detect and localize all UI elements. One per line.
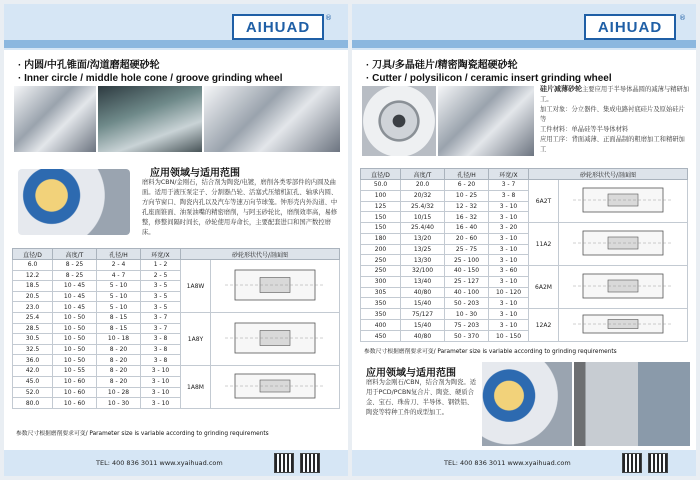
col-header-ring-width: 环宽/X	[489, 169, 529, 180]
table-cell: 8 - 20	[97, 344, 141, 355]
table-cell: 10 - 45	[53, 291, 97, 302]
table-cell: 3 - 10	[489, 212, 529, 223]
table-cell: 10 - 50	[53, 334, 97, 345]
table-cell: 13/25	[401, 244, 445, 255]
shape-code-label: 1A8W	[181, 260, 211, 313]
table-cell: 3 - 7	[141, 313, 181, 324]
left-page	[4, 4, 348, 476]
table-cell: 2 - 5	[141, 270, 181, 281]
table-cell: 18.5	[13, 281, 53, 292]
table-row	[13, 260, 340, 271]
cross-section-drawing	[211, 260, 340, 313]
table-cell: 40 - 100	[445, 287, 489, 298]
right-footer-contact: TEL: 400 836 3011 www.xyaihuad.com	[444, 459, 571, 467]
left-application-title: 应用领域与适用范围	[150, 168, 240, 179]
col-header-height: 高度/T	[401, 169, 445, 180]
col-header-hole: 孔径/H	[97, 249, 141, 260]
table-cell: 10 - 45	[53, 281, 97, 292]
table-cell: 8 - 20	[97, 366, 141, 377]
table-cell: 10 - 50	[53, 313, 97, 324]
right-application-title: 应用领域与适用范围	[366, 368, 456, 379]
right-application-text: 磨料为金刚石/CBN，结合剂为陶瓷。适用于PCD/PCBN复合片、陶瓷、硬质合金、宝石、珠齿刀、半导体、钢铁铝、陶瓷等特种工件的成型加工。	[366, 379, 477, 416]
qr-code-icon	[622, 453, 642, 473]
table-cell: 25 - 100	[445, 255, 489, 266]
table-cell: 10 - 50	[53, 323, 97, 334]
shape-code-label: 6A2T	[529, 180, 559, 223]
right-spec-table	[360, 168, 688, 342]
product-photo-warehouse	[574, 362, 690, 446]
table-cell: 13/20	[401, 233, 445, 244]
table-row	[361, 309, 688, 320]
table-row	[361, 266, 688, 277]
table-cell: 180	[361, 233, 401, 244]
wafer-wheel-text-4: 应用工序：背面减薄、正面晶制的粗磨加工和精研加工	[540, 136, 685, 153]
table-row	[13, 366, 340, 377]
wafer-wheel-text-1: 主要应用于半导体晶圆的减薄与精研加工。	[540, 86, 690, 103]
table-cell: 3 - 7	[141, 323, 181, 334]
table-cell: 250	[361, 266, 401, 277]
table-cell: 8 - 25	[53, 270, 97, 281]
table-cell: 10 - 30	[97, 398, 141, 409]
table-cell: 32.5	[13, 344, 53, 355]
table-cell: 10 - 60	[53, 387, 97, 398]
wafer-wheel-text-2: 加工对象：分立器件、集成电路衬底硅片及原始硅片等	[540, 106, 685, 123]
table-cell: 5 - 10	[97, 281, 141, 292]
table-cell: 3 - 10	[489, 201, 529, 212]
table-cell: 25.4	[13, 313, 53, 324]
registered-mark: ®	[325, 14, 332, 22]
table-cell: 8 - 20	[97, 355, 141, 366]
right-footer	[352, 450, 696, 476]
product-photo-machine	[98, 86, 202, 152]
table-cell: 3 - 10	[141, 387, 181, 398]
table-cell: 10 - 45	[53, 302, 97, 313]
table-cell: 3 - 20	[489, 223, 529, 234]
table-cell: 3 - 8	[489, 190, 529, 201]
table-cell: 25.4/40	[401, 223, 445, 234]
product-photo-cup-wheels	[438, 86, 534, 156]
table-cell: 30.5	[13, 334, 53, 345]
left-footer-contact: TEL: 400 836 3011 www.xyaihuad.com	[96, 459, 223, 467]
table-cell: 3 - 10	[489, 298, 529, 309]
col-header-height: 高度/T	[53, 249, 97, 260]
table-cell: 305	[361, 287, 401, 298]
table-cell: 10 - 60	[53, 376, 97, 387]
shape-code-label: 12A2	[529, 309, 559, 342]
table-cell: 10 - 60	[53, 398, 97, 409]
table-cell: 42.0	[13, 366, 53, 377]
shape-code-label: 1A8M	[181, 366, 211, 409]
table-cell: 10 - 28	[97, 387, 141, 398]
table-cell: 3 - 10	[489, 244, 529, 255]
table-cell: 3 - 8	[141, 344, 181, 355]
shape-code-label: 1A8Y	[181, 313, 211, 366]
table-cell: 3 - 10	[489, 233, 529, 244]
table-cell: 10 - 120	[489, 287, 529, 298]
table-cell: 3 - 10	[489, 255, 529, 266]
table-cell: 8 - 15	[97, 323, 141, 334]
left-heading	[18, 56, 283, 84]
table-cell: 52.0	[13, 387, 53, 398]
table-cell: 3 - 10	[141, 366, 181, 377]
left-spec-table	[12, 248, 340, 409]
table-cell: 3 - 8	[141, 334, 181, 345]
table-cell: 3 - 10	[141, 398, 181, 409]
shape-code-label: 11A2	[529, 223, 559, 266]
cross-section-drawing	[559, 266, 688, 309]
table-row	[13, 313, 340, 324]
right-heading	[366, 56, 612, 84]
table-cell: 150	[361, 223, 401, 234]
product-photo-assorted-wheels	[482, 362, 572, 446]
table-cell: 8 - 25	[53, 260, 97, 271]
table-cell: 350	[361, 309, 401, 320]
table-cell: 4 - 7	[97, 270, 141, 281]
table-cell: 12.2	[13, 270, 53, 281]
cross-section-drawing	[559, 309, 688, 342]
table-cell: 200	[361, 244, 401, 255]
table-cell: 12 - 32	[445, 201, 489, 212]
table-cell: 10 - 30	[445, 309, 489, 320]
brand-logo: AIHUAD	[232, 14, 324, 40]
table-cell: 23.0	[13, 302, 53, 313]
cross-section-drawing	[559, 223, 688, 266]
table-cell: 10 - 55	[53, 366, 97, 377]
col-header-hole: 孔径/H	[445, 169, 489, 180]
cross-section-drawing	[211, 313, 340, 366]
table-cell: 40/80	[401, 287, 445, 298]
table-cell: 25 - 127	[445, 276, 489, 287]
table-cell: 3 - 7	[489, 180, 529, 191]
table-cell: 3 - 10	[489, 276, 529, 287]
table-cell: 28.5	[13, 323, 53, 334]
registered-mark: ®	[679, 14, 686, 22]
table-cell: 10 - 150	[489, 331, 529, 342]
table-cell: 250	[361, 255, 401, 266]
table-cell: 36.0	[13, 355, 53, 366]
left-param-note: 参数尺寸根据磨削要求可变/ Parameter size is variable according to grinding requirements	[16, 431, 269, 437]
table-cell: 5 - 10	[97, 302, 141, 313]
table-cell: 3 - 8	[141, 355, 181, 366]
right-side-text	[540, 84, 690, 155]
product-photo-tools	[14, 86, 96, 152]
table-row	[361, 223, 688, 234]
table-cell: 10 - 50	[53, 344, 97, 355]
right-heading-en: · Cutter / polysilicon / ceramic insert grinding wheel	[366, 73, 612, 84]
table-cell: 20/32	[401, 190, 445, 201]
table-cell: 3 - 5	[141, 302, 181, 313]
table-cell: 13/40	[401, 276, 445, 287]
table-cell: 125	[361, 201, 401, 212]
left-application-text: 磨料为CBN/金刚石，结合剂为陶瓷/电镀，磨削各类零部件的内圆及曲面。适用于液压泵定子、分割器凸轮、活塞式压缩机缸孔、轴承内圆、方向节窗口、陶瓷内孔以及汽车等速万向节球笼。钟形壳内外沟道、中孔座面锥面、油泵油嘴的精密磨削，与阿玉砂轮比，磨削效率高，易修整，修整间隔时间长，砂轮使用寿命长，主要配套进口和国产数控磨床。	[142, 179, 338, 236]
table-cell: 13/30	[401, 255, 445, 266]
table-cell: 50.0	[361, 180, 401, 191]
cross-section-drawing	[211, 366, 340, 409]
table-cell: 50 - 203	[445, 298, 489, 309]
col-header-diameter: 直径/D	[13, 249, 53, 260]
table-cell: 5 - 10	[97, 291, 141, 302]
left-heading-cn: · 内圆/中孔锥面/沟道磨超硬砂轮	[18, 60, 160, 71]
col-header-diameter: 直径/D	[361, 169, 401, 180]
table-cell: 3 - 10	[141, 376, 181, 387]
table-cell: 80.0	[13, 398, 53, 409]
cross-section-drawing	[559, 180, 688, 223]
table-cell: 20.0	[401, 180, 445, 191]
table-cell: 75 - 203	[445, 320, 489, 331]
table-cell: 15/40	[401, 320, 445, 331]
right-param-note: 参数尺寸根据磨削要求可变/ Parameter size is variable according to grinding requirements	[364, 349, 617, 355]
left-heading-en: · Inner circle / middle hole cone / groove grinding wheel	[18, 73, 283, 84]
col-header-shape: 砂轮形状代号/剖面图	[181, 249, 340, 260]
table-cell: 16 - 40	[445, 223, 489, 234]
shape-code-label: 6A2M	[529, 266, 559, 309]
table-cell: 2 - 4	[97, 260, 141, 271]
right-heading-cn: · 刀具/多晶硅片/精密陶瓷超硬砂轮	[366, 60, 518, 71]
table-cell: 20 - 60	[445, 233, 489, 244]
table-cell: 45.0	[13, 376, 53, 387]
table-cell: 3 - 10	[489, 309, 529, 320]
table-cell: 1 - 2	[141, 260, 181, 271]
right-page	[352, 4, 696, 476]
table-cell: 3 - 10	[489, 320, 529, 331]
table-cell: 16 - 32	[445, 212, 489, 223]
table-cell: 8 - 20	[97, 376, 141, 387]
table-cell: 32/100	[401, 266, 445, 277]
product-photo-disk	[362, 86, 436, 156]
table-cell: 400	[361, 320, 401, 331]
table-cell: 10 - 18	[97, 334, 141, 345]
table-cell: 20.5	[13, 291, 53, 302]
qr-code-icon	[300, 453, 320, 473]
table-cell: 3 - 5	[141, 291, 181, 302]
part-illustration	[18, 169, 130, 235]
wafer-wheel-title: 硅片减薄砂轮	[540, 85, 582, 93]
table-cell: 3 - 60	[489, 266, 529, 277]
table-cell: 25.4/32	[401, 201, 445, 212]
table-cell: 100	[361, 190, 401, 201]
brand-logo: AIHUAD	[584, 14, 676, 40]
table-cell: 40/80	[401, 331, 445, 342]
table-cell: 25 - 75	[445, 244, 489, 255]
col-header-shape: 砂轮形状代号/剖面图	[529, 169, 688, 180]
table-cell: 40 - 150	[445, 266, 489, 277]
wafer-wheel-text-3: 工件材料：单晶硅等半导体材料	[540, 126, 629, 133]
table-cell: 6.0	[13, 260, 53, 271]
table-cell: 75/127	[401, 309, 445, 320]
table-cell: 8 - 15	[97, 313, 141, 324]
table-cell: 6 - 20	[445, 180, 489, 191]
left-footer	[4, 450, 348, 476]
table-cell: 10/15	[401, 212, 445, 223]
product-photo-wheels	[204, 86, 340, 152]
table-cell: 10 - 25	[445, 190, 489, 201]
qr-code-icon	[648, 453, 668, 473]
table-cell: 150	[361, 212, 401, 223]
table-cell: 3 - 5	[141, 281, 181, 292]
col-header-ring-width: 环宽/X	[141, 249, 181, 260]
table-row	[361, 180, 688, 191]
table-cell: 15/40	[401, 298, 445, 309]
table-cell: 450	[361, 331, 401, 342]
table-cell: 300	[361, 276, 401, 287]
table-cell: 350	[361, 298, 401, 309]
table-cell: 10 - 50	[53, 355, 97, 366]
table-cell: 50 - 370	[445, 331, 489, 342]
qr-code-icon	[274, 453, 294, 473]
